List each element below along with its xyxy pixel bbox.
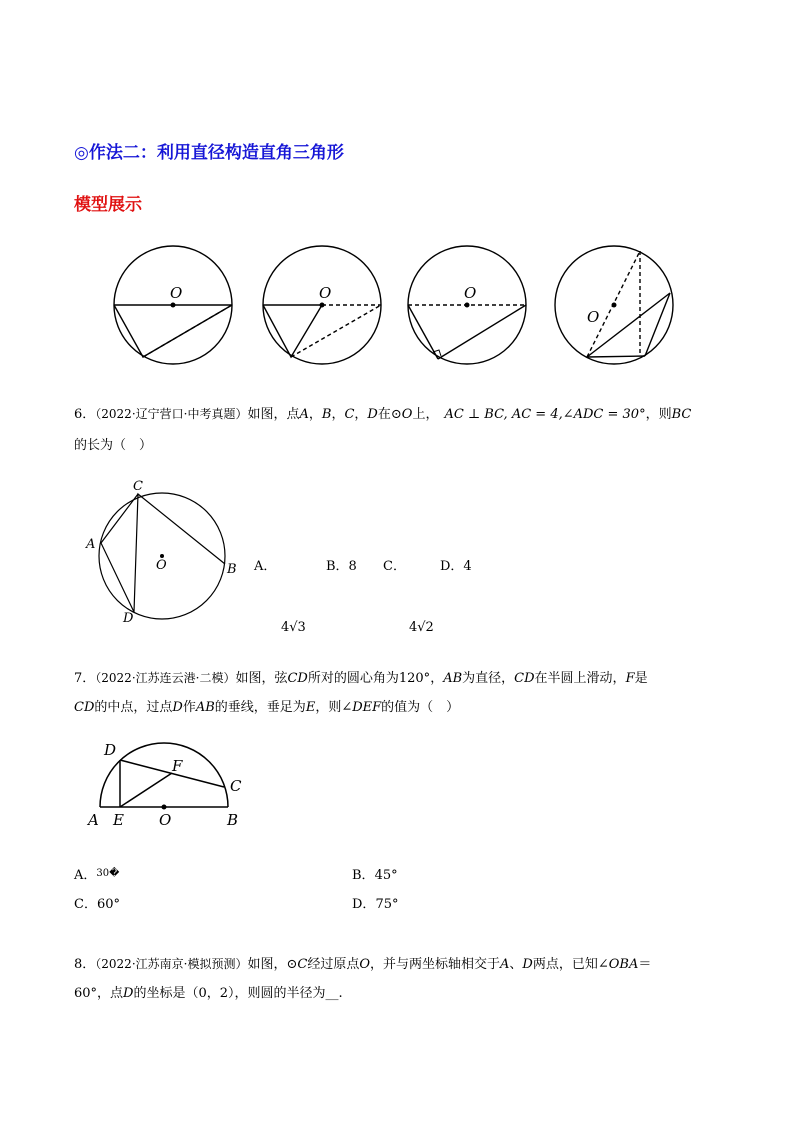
q6-line2: 的长为（ ） <box>74 438 153 453</box>
q6-option-c-value: 4√2 <box>409 620 434 635</box>
model-label-o3: O <box>464 284 477 302</box>
q7-figure <box>84 735 254 835</box>
q7-line2: CD的中点，过点D作AB的垂线，垂足为E，则∠DEF的值为（ ） <box>74 700 460 715</box>
svg-text:C: C <box>230 777 242 795</box>
q6-option-c[interactable]: C． <box>383 559 406 574</box>
q6-line1: 6．（2022·辽宁营口·中考真题）如图，点A，B，C，D在⊙O上， AC ⊥ BC, AC = 4,∠ADC = 30°，则BC <box>74 407 692 422</box>
model-label-o4: O <box>587 308 600 326</box>
svg-text:O: O <box>156 558 167 573</box>
svg-text:E: E <box>113 811 124 829</box>
svg-text:C: C <box>133 479 143 494</box>
section-title: ◎作法二：利用直径构造直角三角形 <box>74 143 344 163</box>
q7-option-d[interactable]: D．75° <box>352 897 399 912</box>
model-label-o2: O <box>319 284 332 302</box>
svg-text:O: O <box>159 811 172 829</box>
model-label-o1: O <box>170 284 183 302</box>
model-figures <box>100 240 700 370</box>
q8-line2: 60°，点D的坐标是（0，2），则圆的半径为__. <box>74 986 343 1001</box>
section-subtitle: 模型展示 <box>74 195 142 215</box>
svg-text:D: D <box>123 611 134 626</box>
q7-option-a[interactable]: A．$^{30�}$ <box>74 868 120 883</box>
q6-option-b[interactable]: B．8 <box>326 559 357 574</box>
q7-line1: 7．（2022·江苏连云港·二模）如图，弦CD所对的圆心角为120°，AB为直径，CD在半圆上滑动，F是 <box>74 671 648 686</box>
q6-figure <box>82 478 242 628</box>
q6-option-a[interactable]: A． <box>254 559 277 574</box>
svg-text:D: D <box>104 741 117 759</box>
q6-option-a-value: 4√3 <box>281 620 306 635</box>
q6-option-d[interactable]: D．4 <box>440 559 472 574</box>
svg-text:F: F <box>172 757 183 775</box>
q7-option-c[interactable]: C．60° <box>74 897 120 912</box>
svg-text:A: A <box>86 537 96 552</box>
q8-line1: 8．（2022·江苏南京·模拟预测）如图，⊙C经过原点O，并与两坐标轴相交于A、D两点，已知∠OBA＝ <box>74 957 652 972</box>
svg-text:B: B <box>227 811 239 829</box>
svg-text:A: A <box>88 811 99 829</box>
q7-option-b[interactable]: B．45° <box>352 868 398 883</box>
svg-text:B: B <box>227 562 237 577</box>
